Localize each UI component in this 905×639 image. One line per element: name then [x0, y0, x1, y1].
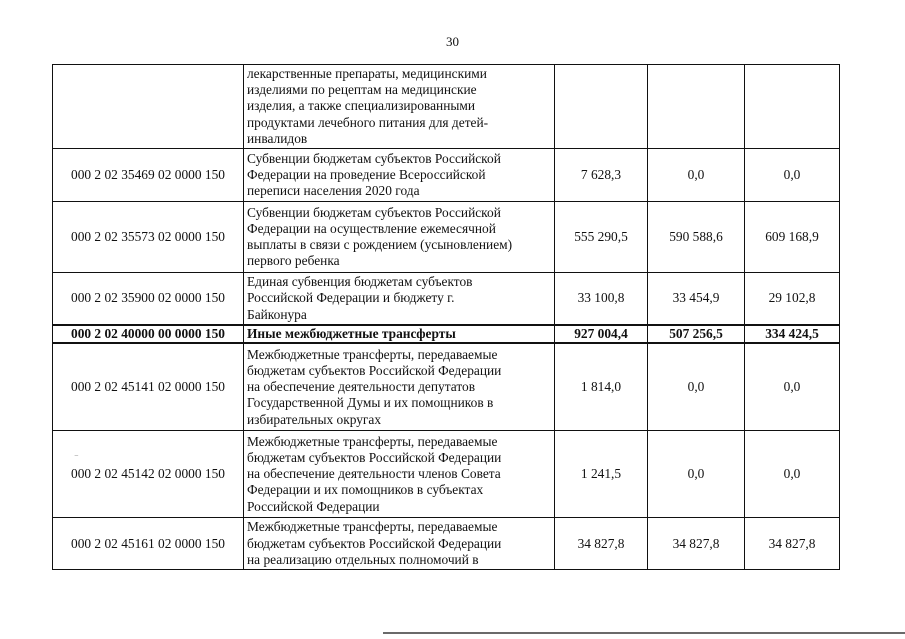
- amount-cell-v2021: 34 827,8: [648, 518, 745, 570]
- scan-speck: ⁻: [74, 452, 79, 462]
- description-cell: [244, 273, 555, 326]
- description-line: Субвенции бюджетам субъектов Российской: [247, 204, 501, 220]
- description-line: Федерации на осуществление ежемесячной: [247, 220, 496, 236]
- description-line: переписи населения 2020 года: [247, 183, 420, 199]
- description-line: Федерации на проведение Всероссийской: [247, 166, 486, 182]
- budget-table-body: [53, 65, 840, 570]
- amount-cell-v2022: 0,0: [745, 149, 840, 202]
- amount-cell-v2021: 0,0: [648, 431, 745, 518]
- description-line: Байконура: [247, 306, 307, 322]
- budget-code-cell: [53, 65, 244, 149]
- description-line: первого ребенка: [247, 253, 340, 269]
- description-line: продуктами лечебного питания для детей-: [247, 114, 489, 130]
- scan-edge-line: [383, 632, 905, 634]
- description-cell: [244, 431, 555, 518]
- description-line: на обеспечение деятельности членов Совета: [247, 466, 501, 482]
- description-line: на реализацию отдельных полномочий в: [247, 551, 479, 567]
- description-line: изделиями по рецептам на медицинские: [247, 82, 477, 98]
- description-line: Федерации и их помощников в субъектах: [247, 482, 484, 498]
- description-line: избирательных округах: [247, 411, 382, 427]
- amount-cell-v2020: 7 628,3: [555, 149, 648, 202]
- description-line: на обеспечение деятельности депутатов: [247, 379, 476, 395]
- description-line: Межбюджетные трансферты, передаваемые: [247, 433, 498, 449]
- amount-cell-v2022: 334 424,5: [745, 325, 840, 343]
- amount-cell-v2022: 29 102,8: [745, 273, 840, 326]
- budget-code-cell: 000 2 02 35900 02 0000 150: [53, 273, 244, 326]
- description-cell: [244, 325, 555, 343]
- amount-cell-v2020: 1 814,0: [555, 343, 648, 431]
- description-cell: [244, 65, 555, 149]
- table-row: [53, 431, 840, 518]
- description-line: изделия, а также специализированными: [247, 98, 475, 114]
- description-cell: [244, 343, 555, 431]
- amount-cell-v2022: 0,0: [745, 343, 840, 431]
- description-line: Субвенции бюджетам субъектов Российской: [247, 150, 501, 166]
- table-row: [53, 343, 840, 431]
- budget-code-cell: 000 2 02 40000 00 0000 150: [53, 325, 244, 343]
- amount-cell-v2021: 0,0: [648, 149, 745, 202]
- amount-cell-v2020: 1 241,5: [555, 431, 648, 518]
- description-line: бюджетам субъектов Российской Федерации: [247, 535, 502, 551]
- budget-code-cell: 000 2 02 45142 02 0000 150: [53, 431, 244, 518]
- description-line: Российской Федерации и бюджету г.: [247, 290, 455, 306]
- amount-cell-v2022: 609 168,9: [745, 202, 840, 273]
- amount-cell-v2020: [555, 65, 648, 149]
- amount-cell-v2021: 590 588,6: [648, 202, 745, 273]
- amount-cell-v2022: [745, 65, 840, 149]
- amount-cell-v2020: 927 004,4: [555, 325, 648, 343]
- table-row: [53, 149, 840, 202]
- amount-cell-v2020: 34 827,8: [555, 518, 648, 570]
- description-cell: [244, 202, 555, 273]
- description-line: бюджетам субъектов Российской Федерации: [247, 362, 502, 378]
- table-row: [53, 65, 840, 149]
- amount-cell-v2022: 0,0: [745, 431, 840, 518]
- amount-cell-v2022: 34 827,8: [745, 518, 840, 570]
- description-line: Иные межбюджетные трансферты: [247, 326, 456, 341]
- table-row: [53, 518, 840, 570]
- budget-code-cell: 000 2 02 35573 02 0000 150: [53, 202, 244, 273]
- table-row-total: [53, 325, 840, 343]
- amount-cell-v2020: 33 100,8: [555, 273, 648, 326]
- budget-table: [52, 64, 840, 570]
- budget-code-cell: 000 2 02 45141 02 0000 150: [53, 343, 244, 431]
- table-row: [53, 202, 840, 273]
- description-line: выплаты в связи с рождением (усыновлением): [247, 237, 513, 252]
- amount-cell-v2021: [648, 65, 745, 149]
- budget-code-cell: 000 2 02 45161 02 0000 150: [53, 518, 244, 570]
- description-line: Российской Федерации: [247, 498, 380, 514]
- table-row: [53, 273, 840, 326]
- page-number: 30: [446, 34, 459, 49]
- amount-cell-v2021: 507 256,5: [648, 325, 745, 343]
- budget-code-cell: 000 2 02 35469 02 0000 150: [53, 149, 244, 202]
- description-line: бюджетам субъектов Российской Федерации: [247, 449, 502, 465]
- description-line: Межбюджетные трансферты, передаваемые: [247, 346, 498, 362]
- amount-cell-v2020: 555 290,5: [555, 202, 648, 273]
- description-cell: [244, 149, 555, 202]
- description-cell: [244, 518, 555, 570]
- description-line: Единая субвенция бюджетам субъектов: [247, 274, 473, 290]
- description-line: Государственной Думы и их помощников в: [247, 395, 494, 411]
- description-line: Межбюджетные трансферты, передаваемые: [247, 519, 498, 535]
- description-line: инвалидов: [247, 130, 308, 146]
- amount-cell-v2021: 0,0: [648, 343, 745, 431]
- amount-cell-v2021: 33 454,9: [648, 273, 745, 326]
- description-line: лекарственные препараты, медицинскими: [247, 65, 487, 81]
